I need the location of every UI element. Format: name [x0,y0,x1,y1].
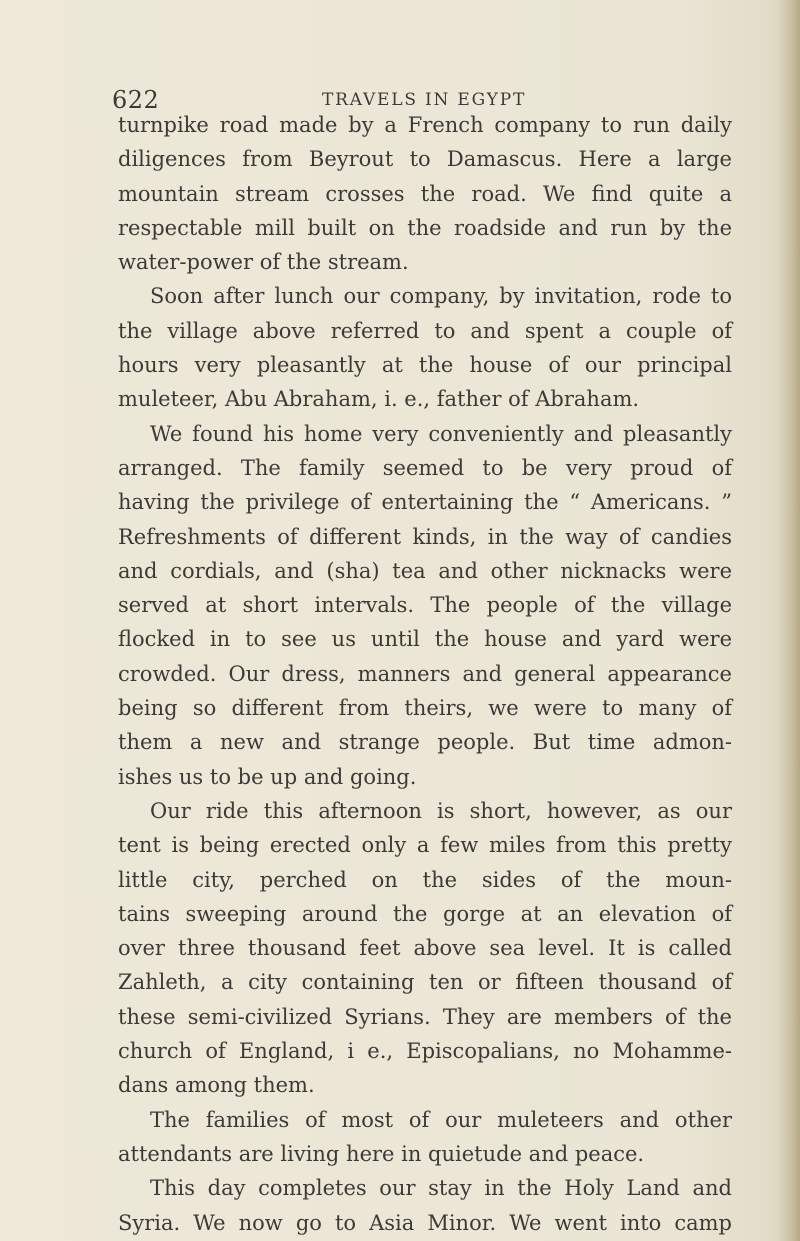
text-line: We found his home very conveniently and pleasantly [150,421,732,446]
text-line: Our ride this afternoon is short, however, as our [150,798,732,823]
text-line: The families of most of our muleteers and other [150,1107,732,1132]
text-line: over three thousand feet above sea level. It is called [118,936,732,961]
text-line: turnpike road made by a French company to run daily [118,113,732,137]
text-line: these semi-civilized Syrians. They are members of the [118,1004,732,1029]
text-line: hours very pleasantly at the house of our principal [118,353,732,378]
text-line: ishes us to be up and going. [118,764,417,789]
text-line: tains sweeping around the gorge at an elevation of [118,901,732,926]
text-line: and cordials, and (sha) tea and other nicknacks were [118,558,732,583]
text-line: Soon after lunch our company, by invitation, rode to [150,284,732,309]
page-edge-shadow [778,0,800,1241]
text-line: muleteer, Abu Abraham, i. e., father of Abraham. [118,387,640,412]
text-line: This day completes our stay in the Holy Land and [150,1176,732,1201]
page-number: 622 [112,86,160,114]
text-line: water-power of the stream. [118,250,409,275]
text-line: tent is being erected only a few miles from this pretty [118,833,732,858]
running-head: TRAVELS IN EGYPT [322,90,527,110]
text-line: being so different from theirs, we were to many of [118,696,732,721]
body-text [118,108,732,1240]
text-line: diligences from Beyrout to Damascus. Here a large [118,147,732,172]
text-line: served at short intervals. The people of the village [118,593,732,618]
text-line: having the privilege of entertaining the “ Americans. ” [118,490,732,515]
text-line: mountain stream crosses the road. We find quite a [118,181,732,206]
text-line: attendants are living here in quietude and peace. [118,1141,645,1166]
text-line: church of England, i e., Episcopalians, no Mohamme- [118,1039,732,1064]
text-line: dans among them. [118,1073,315,1098]
text-line: respectable mill built on the roadside and run by the [118,215,732,240]
text-line: Syria. We now go to Asia Minor. We went into camp [118,1210,732,1235]
text-line: arranged. The family seemed to be very proud of [118,455,732,480]
text-line: Zahleth, a city containing ten or fifteen thousand of [118,970,732,995]
text-line: Refreshments of different kinds, in the way of candies [118,524,732,549]
text-line: flocked in to see us until the house and yard were [118,627,732,652]
text-line: them a new and strange people. But time admon- [118,730,732,755]
text-line: crowded. Our dress, manners and general appearance [118,661,732,686]
text-line: little city, perched on the sides of the moun- [118,867,732,892]
text-line: the village above referred to and spent a couple of [118,318,732,343]
